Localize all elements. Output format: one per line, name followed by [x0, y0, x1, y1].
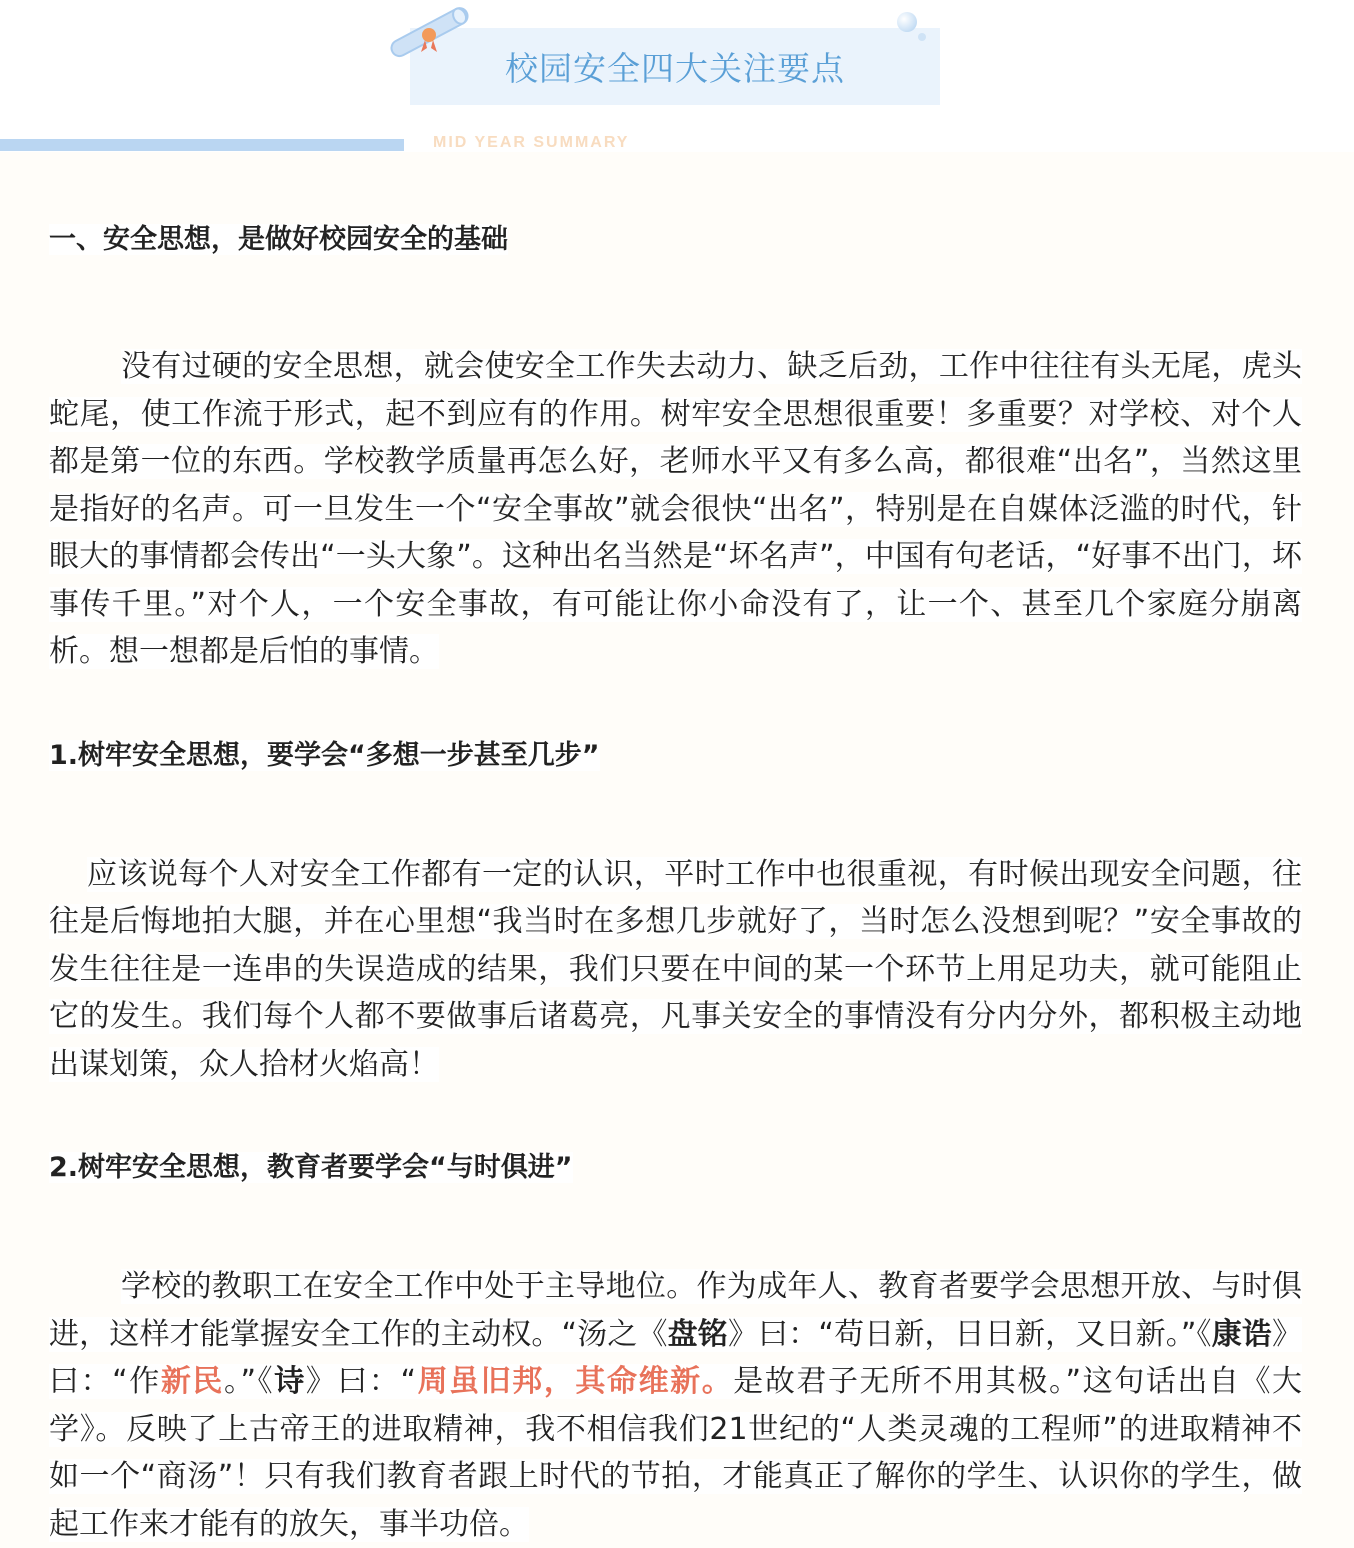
text-run: 》曰：“ [305, 1364, 417, 1399]
section-heading [49, 215, 1302, 265]
red-highlight: 周虽旧邦，其命维新。 [416, 1364, 734, 1399]
heading-text: 一、安全思想，是做好校园安全的基础 [49, 224, 508, 255]
paragraph-text: 没有过硬的安全思想，就会使安全工作失去动力、缺乏后劲，工作中往往有头无尾，虎头蛇尾，使工作流于形式，起不到应有的作用。树牢安全思想很重要！多重要？对学校、对个人都是第一位的东西。学校教学质量再怎么好，老师水平又有多么高，都很难“出名”，当然这里是指好的名声。可一旦发生一个“安全事故”就会很快“出名”，特别是在自媒体泛滥的时代，针眼大的事情都会传出“一头大象”。这种出名当然是“坏名声”，中国有句老话，“好事不出门，坏事传千里。”对个人，一个安全事故，有可能让你小命没有了，让一个、甚至几个家庭分崩离析。想一想都是后怕的事情。 [49, 349, 1302, 669]
accent-bar [0, 139, 404, 151]
scroll-ribbon-icon [386, 2, 474, 64]
header [0, 0, 1354, 152]
text-run: 。”《 [223, 1364, 275, 1399]
text-run: 》曰：“作 [49, 1316, 1302, 1399]
paragraph-text: 应该说每个人对安全工作都有一定的认识，平时工作中也很重视，有时候出现安全问题，往往是后悔地拍大腿，并在心里想“我当时在多想几步就好了，当时怎么没想到呢？”安全事故的发生往往是一连串的失误造成的结果，我们只要在中间的某一个环节上用足功夫，就可能阻止它的发生。我们每个人都不要做事后诸葛亮，凡事关安全的事情没有分内分外，都积极主动地出谋划策，众人拾材火焰高！ [49, 856, 1302, 1082]
book-title-bold: 康诰 [1211, 1316, 1272, 1352]
article-body [49, 215, 1302, 1548]
text-run: 学校的教职工在安全工作中处于主导地位。作为成年人、教育者要学会思想开放、与时俱进，这样才能掌握安全工作的主动权。“汤之《 [49, 1269, 1302, 1352]
section-paragraph [49, 851, 1302, 1089]
section-heading [49, 1143, 1302, 1193]
book-title-bold: 盘铭 [667, 1316, 728, 1352]
text-run: 》曰：“苟日新，日日新，又日新。”《 [727, 1316, 1212, 1352]
paragraph-text [49, 1269, 1302, 1542]
section-paragraph [49, 343, 1302, 676]
red-highlight: 新民 [160, 1364, 224, 1399]
bubble-decoration [897, 12, 917, 32]
subtitle: MID YEAR SUMMARY [433, 134, 630, 151]
title-box [410, 28, 940, 105]
page-title: 校园安全四大关注要点 [505, 49, 845, 88]
text-run: 是故君子无所不用其极。”这句话出自《大学》。反映了上古帝王的进取精神，我不相信我们21世纪的“人类灵魂的工程师”的进取精神不如一个“商汤”！只有我们教育者跟上时代的节拍，才能真正了解你的学生、认识你的学生，做起工作来才能有的放矢，事半功倍。 [49, 1364, 1303, 1542]
section-heading [49, 731, 1302, 781]
book-title-bold: 诗 [274, 1364, 306, 1399]
heading-text: 2.树牢安全思想，教育者要学会“与时俱进” [49, 1152, 573, 1183]
heading-text: 1.树牢安全思想，要学会“多想一步甚至几步” [49, 739, 600, 771]
section-paragraph [49, 1263, 1302, 1548]
bubble-decoration-small [918, 33, 926, 41]
